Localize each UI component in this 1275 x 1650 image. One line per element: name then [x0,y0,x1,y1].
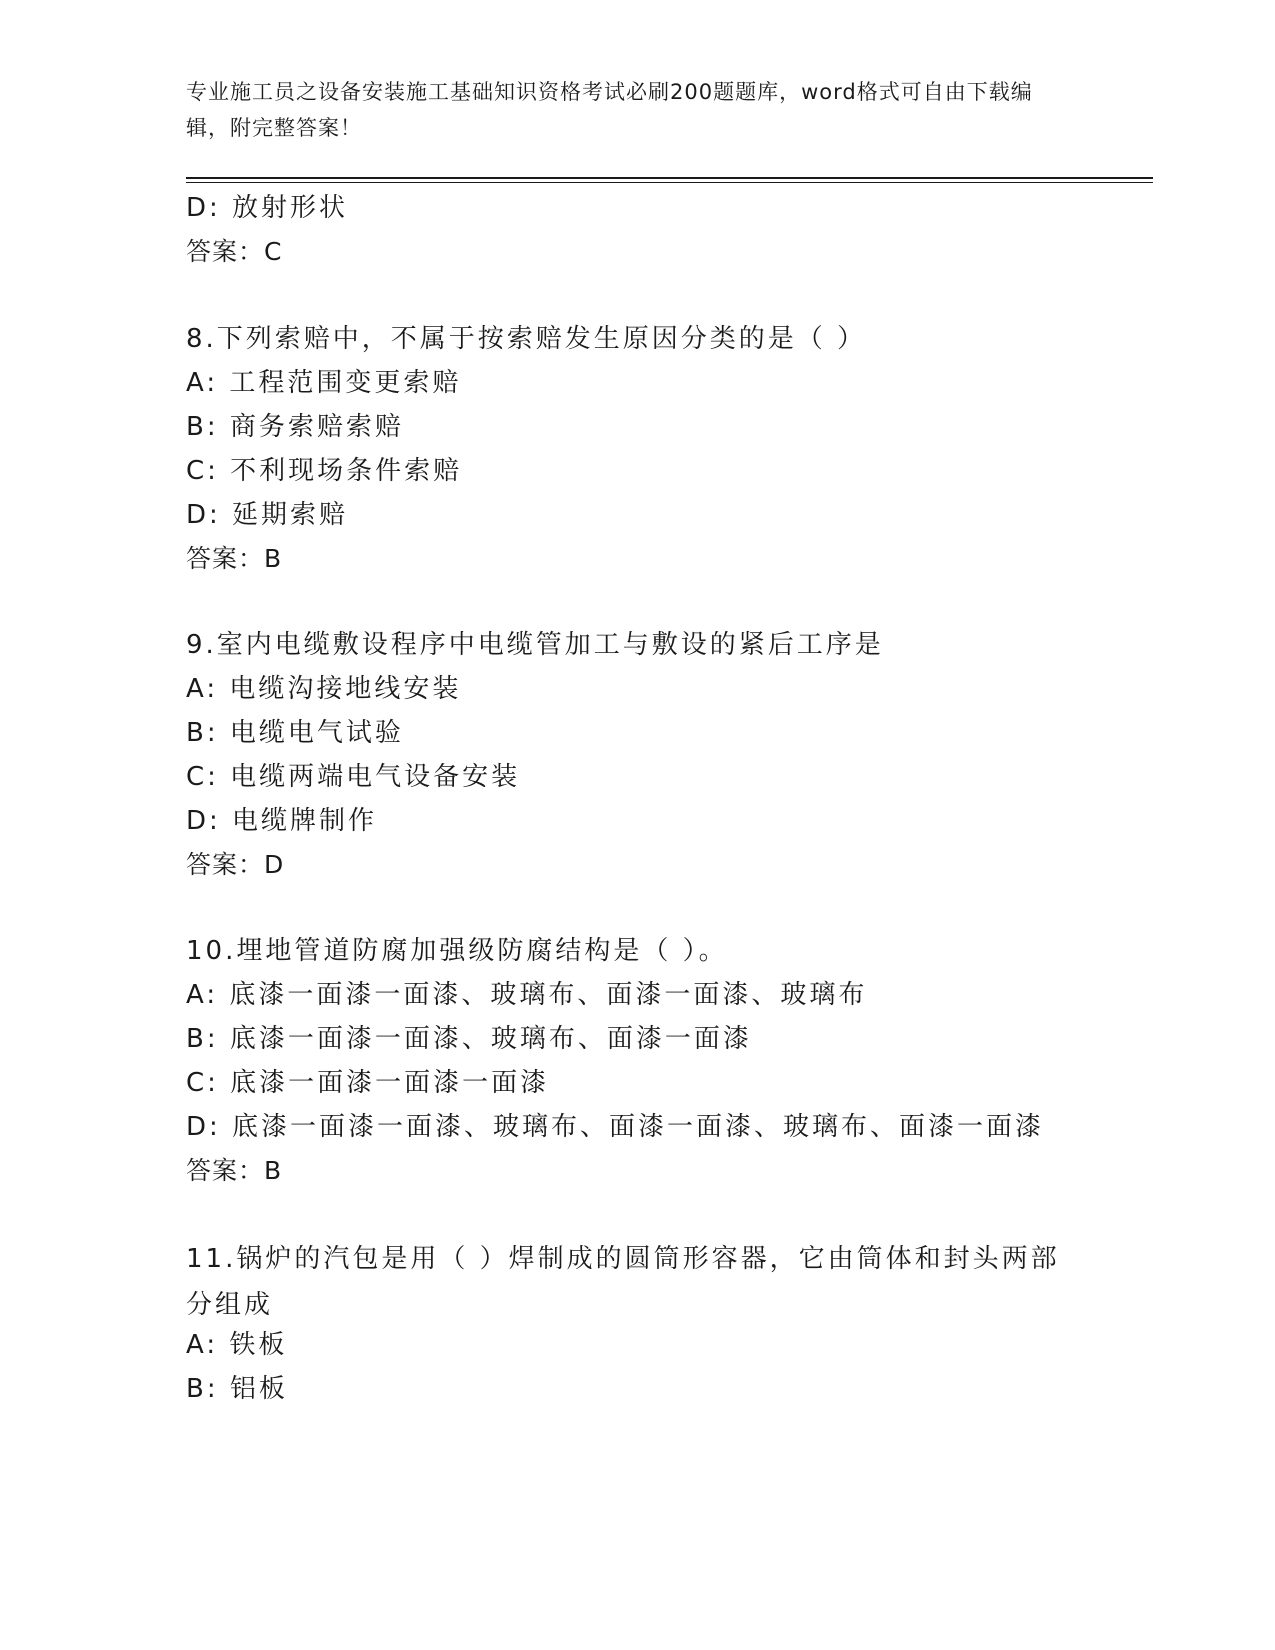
question-stem: 8.下列索赔中，不属于按索赔发生原因分类的是（ ） [186,324,867,354]
question-stem: 10.埋地管道防腐加强级防腐结构是（ ）。 [186,936,728,966]
option-d: D: 电缆牌制作 [186,806,378,836]
document-title: 专业施工员之设备安装施工基础知识资格考试必刷200题题库，word格式可自由下载编辑，附完整答案！ [186,80,1033,140]
question-stem: 9.室内电缆敷设程序中电缆管加工与敷设的紧后工序是 [186,630,884,660]
answer-label: 答案：B [186,544,283,573]
answer-label: 答案：D [186,850,285,879]
option-b: B: 底漆一面漆一面漆、玻璃布、面漆一面漆 [186,1024,752,1054]
option-c: C: 不利现场条件索赔 [186,456,463,486]
header-divider-thin [186,182,1153,183]
option-b: B: 商务索赔索赔 [186,412,404,442]
option-d: D: 延期索赔 [186,500,349,530]
option-b: B: 电缆电气试验 [186,718,404,748]
answer-label: 答案：B [186,1156,283,1185]
answer-label: 答案：C [186,237,283,266]
option-d: D: 放射形状 [186,193,349,223]
option-c: C: 底漆一面漆一面漆一面漆 [186,1068,550,1098]
option-a: A: 铁板 [186,1330,288,1360]
option-d: D: 底漆一面漆一面漆、玻璃布、面漆一面漆、玻璃布、面漆一面漆 [186,1112,1045,1142]
option-a: A: 电缆沟接地线安装 [186,674,462,704]
question-stem: 11.锅炉的汽包是用（ ）焊制成的圆筒形容器，它由筒体和封头两部分组成 [186,1244,1060,1320]
option-c: C: 电缆两端电气设备安装 [186,762,521,792]
option-a: A: 底漆一面漆一面漆、玻璃布、面漆一面漆、玻璃布 [186,980,868,1010]
option-b: B: 铝板 [186,1374,288,1404]
option-a: A: 工程范围变更索赔 [186,368,462,398]
header-divider [186,177,1153,179]
